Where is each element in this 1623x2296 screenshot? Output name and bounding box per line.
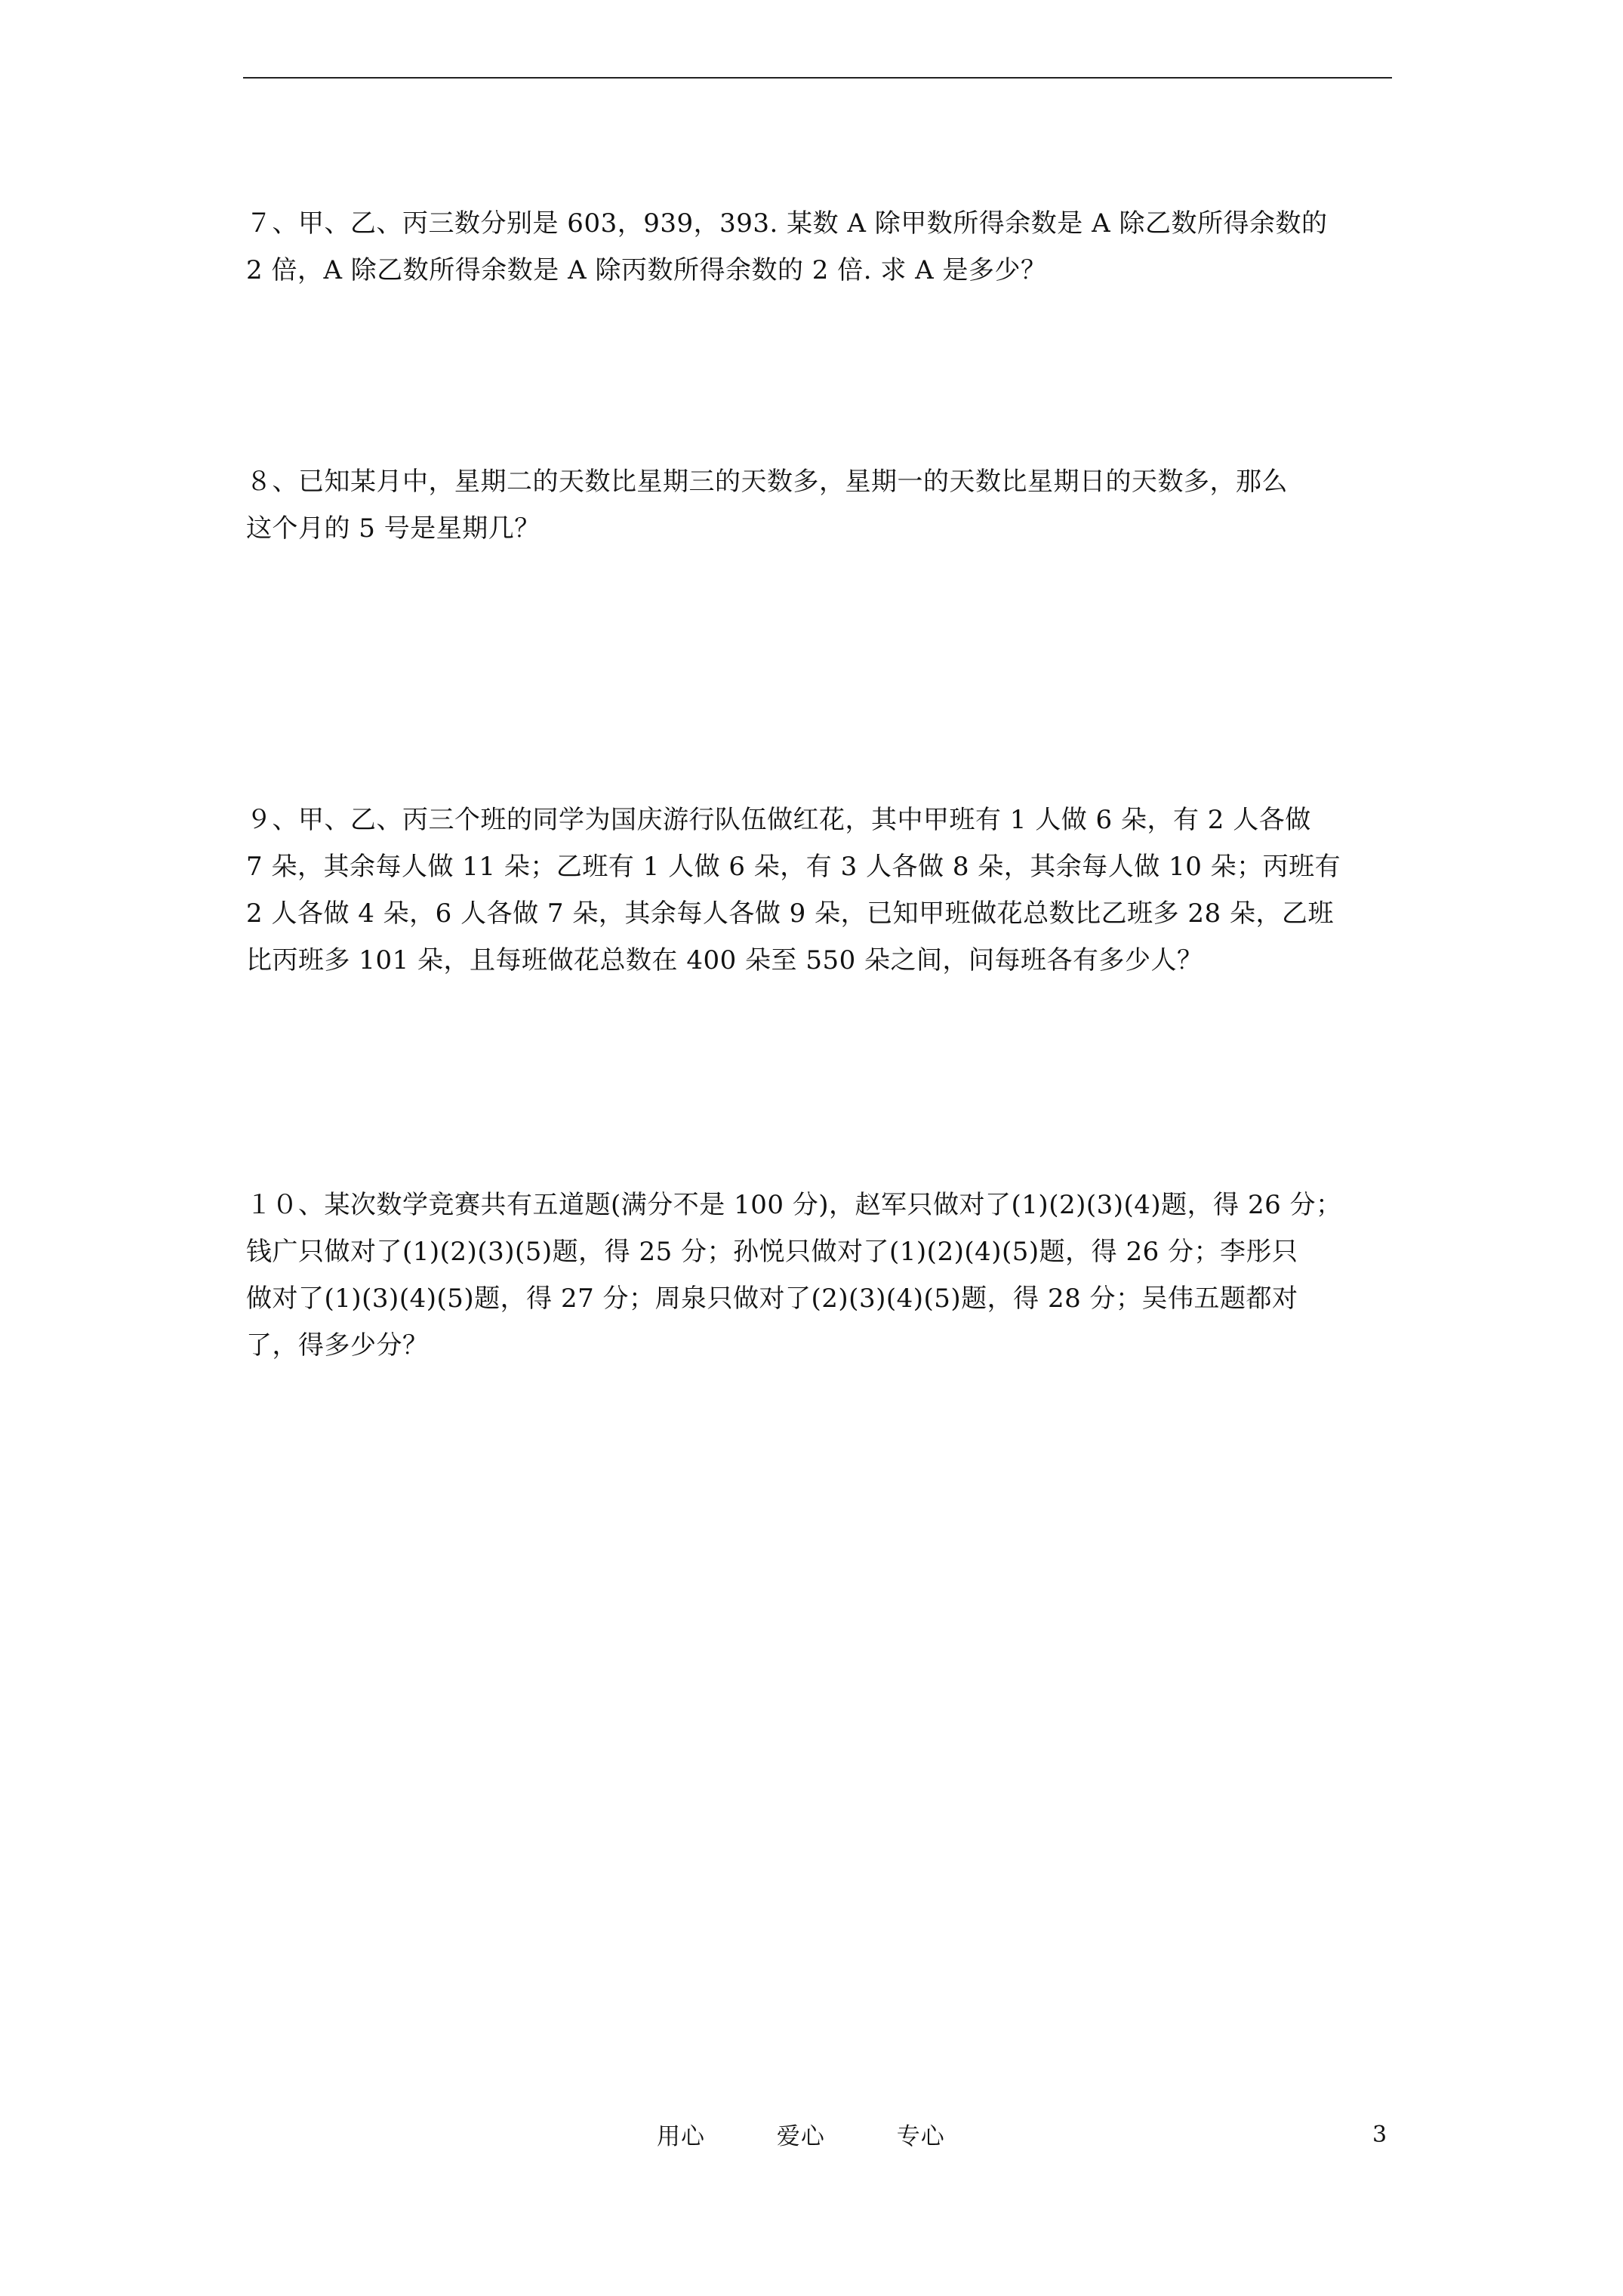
question-8: ８、已知某月中，星期二的天数比星期三的天数多，星期一的天数比星期日的天数多，那么 这个月的 5 号是星期几？ (246, 467, 1288, 544)
question-7: ７、甲、乙、丙三数分别是 603，939，393. 某数 A 除甲数所得余数是 A 除乙数所得余数的 2 倍，A 除乙数所得余数是 A 除丙数所得余数的 2 倍. 求 A 是多少？ (246, 208, 1328, 285)
footer-word-2: 爱心 (776, 2123, 825, 2150)
question-10: １０、某次数学竞赛共有五道题(满分不是 100 分)，赵军只做对了(1)(2)(3)(4)题，得 26 分； 钱广只做对了(1)(2)(3)(5)题，得 25 分；孙悦只做对了(1)(2)(4)(5)题，得 26 分；李彤只 做对了(1)(3)(4)(5)题，得 27 分；周泉只做对了(2)(3)(4)(5)题，得 28 分；吴伟五题都对 了，得多少分？ (246, 1190, 1342, 1361)
footer-slogan (657, 2117, 945, 2151)
page-number: 3 (1372, 2122, 1387, 2148)
footer-word-3: 专心 (896, 2123, 945, 2150)
question-9: ９、甲、乙、丙三个班的同学为国庆游行队伍做红花，其中甲班有 1 人做 6 朵，有 2 人各做 7 朵，其余每人做 11 朵；乙班有 1 人做 6 朵，有 3 人各做 8 朵，其余每人做 10 朵；丙班有 2 人各做 4 朵，6 人各做 7 朵，其余每人各做 9 朵，已知甲班做花总数比乙班多 28 朵，乙班 比丙班多 101 朵，且每班做花总数在 400 朵至 550 朵之间，问每班各有多少人？ (246, 805, 1341, 975)
header-rule (243, 77, 1392, 79)
footer-word-1: 用心 (657, 2123, 705, 2150)
